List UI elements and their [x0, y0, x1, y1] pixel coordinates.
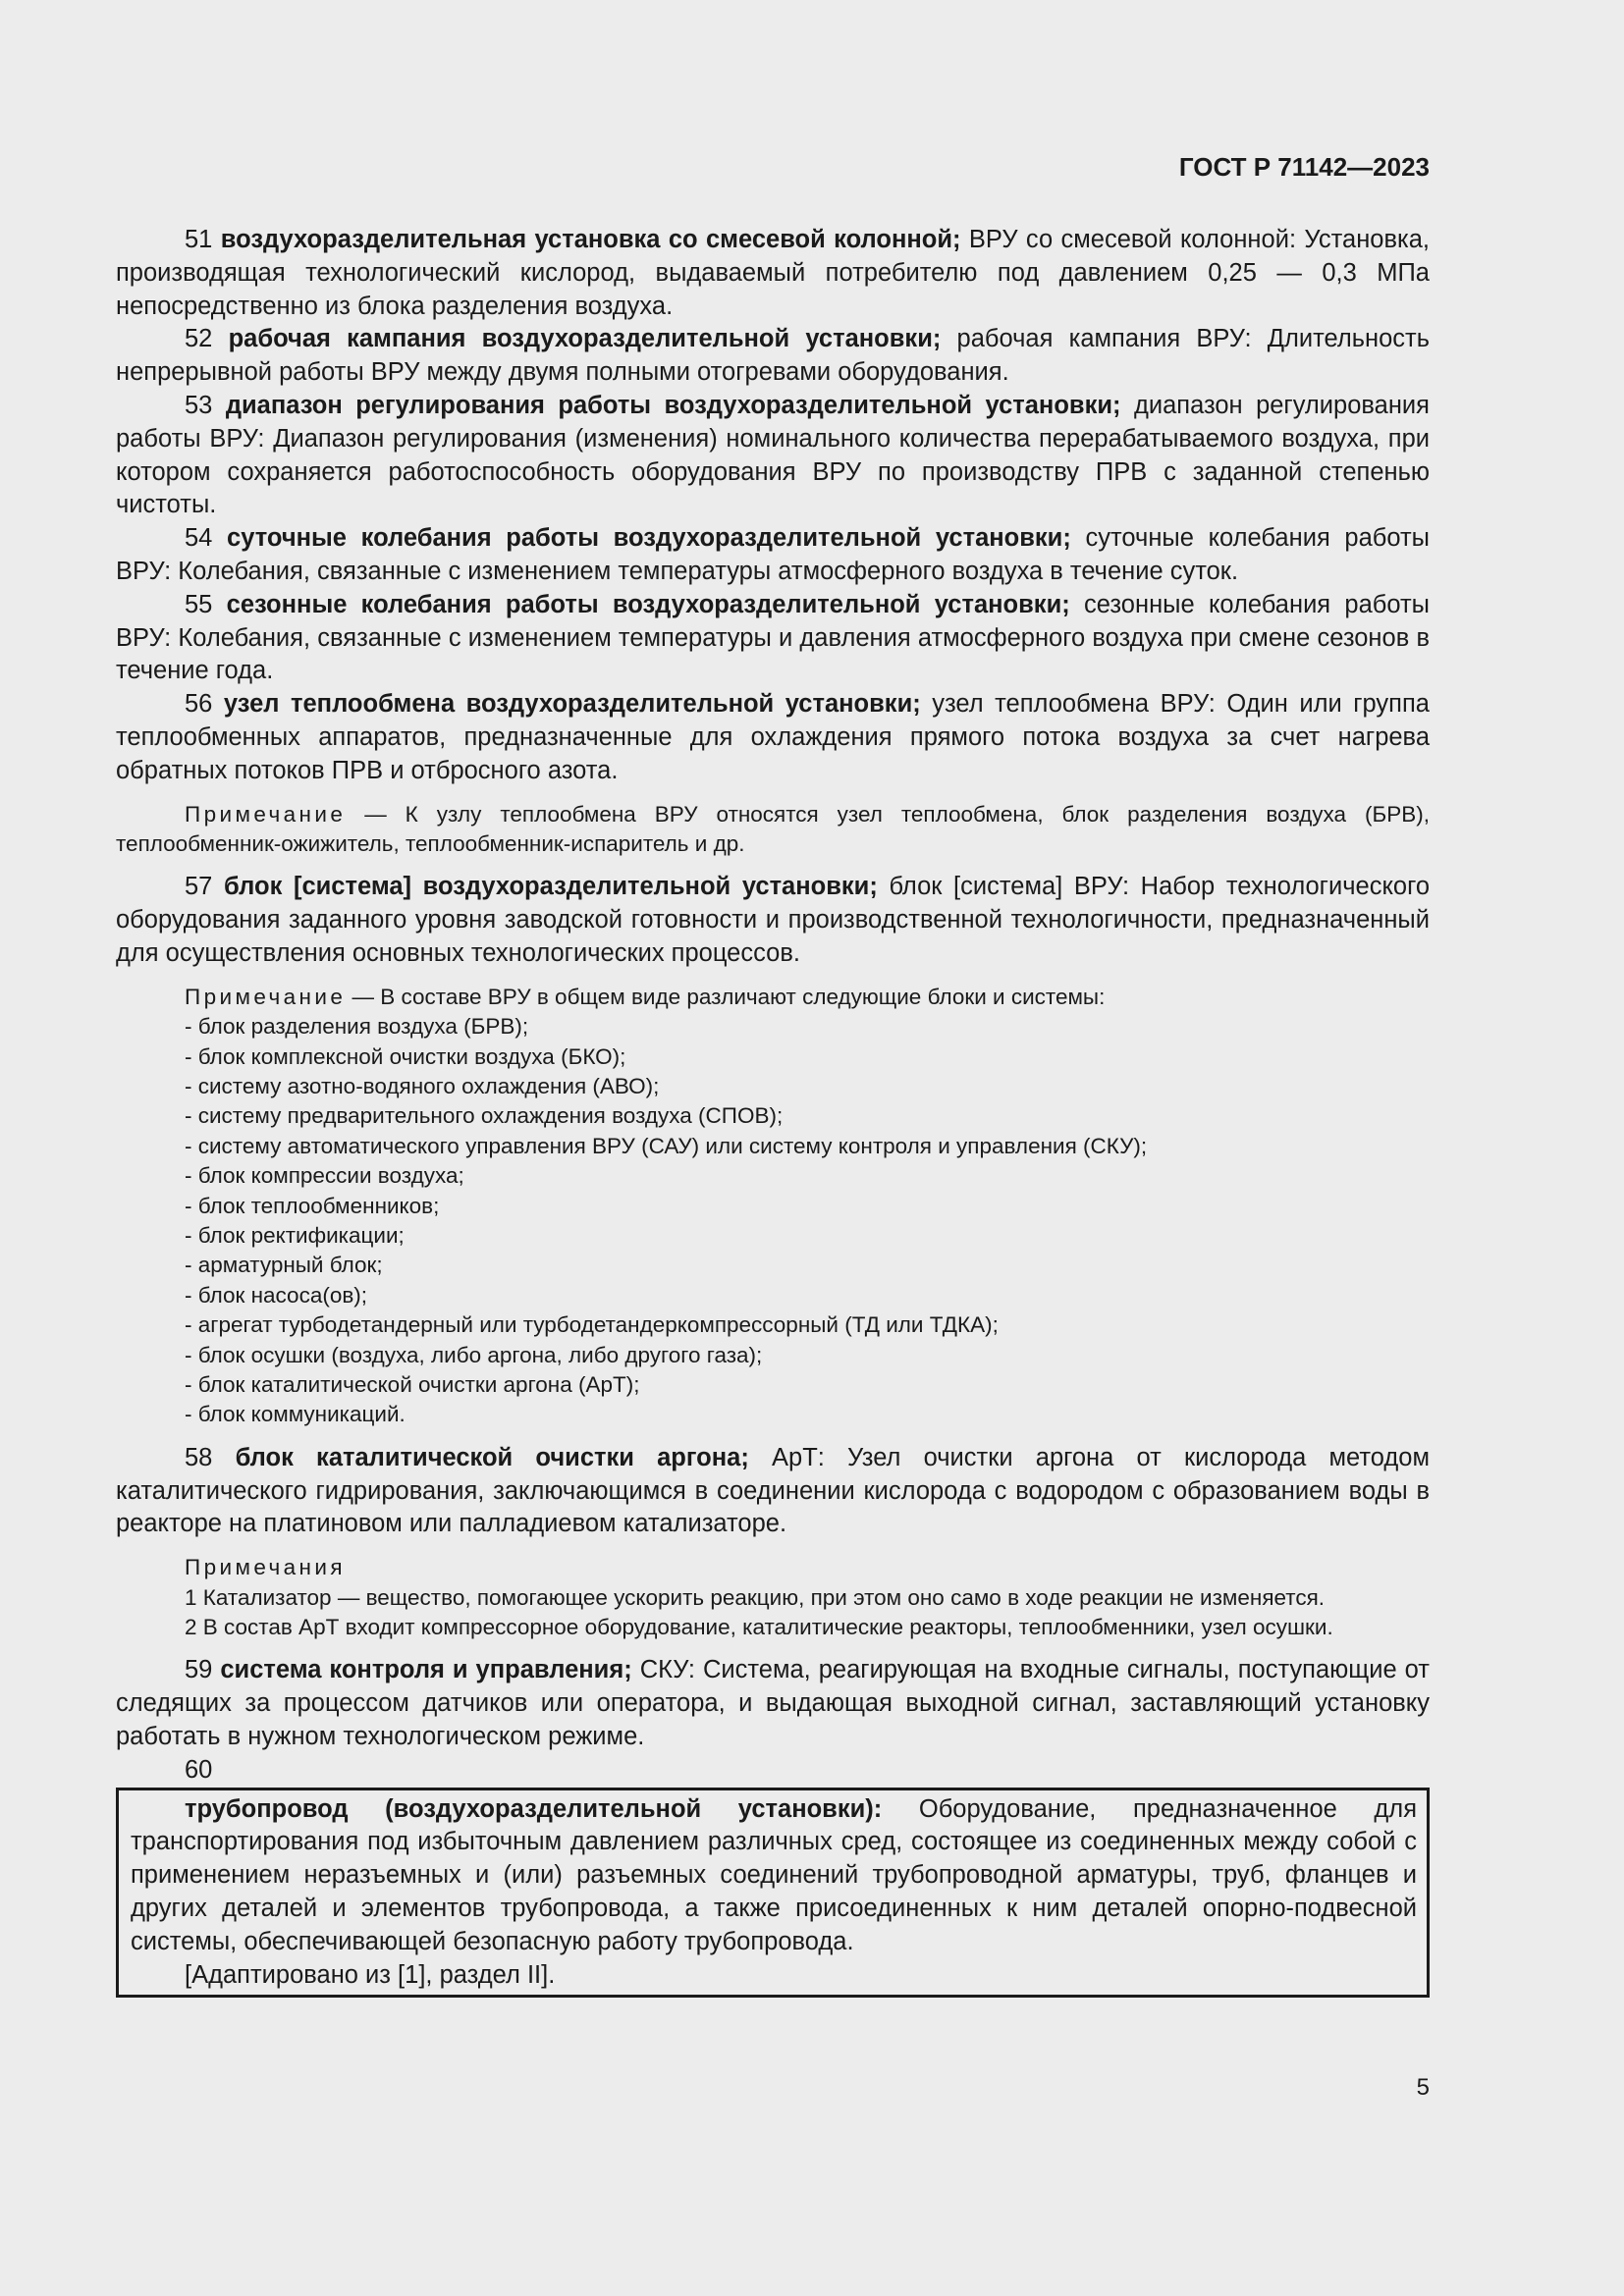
term-source: [Адаптировано из [1], раздел II]. [185, 1960, 556, 1989]
list-item: - блок каталитической очистки аргона (АрТ); [185, 1372, 640, 1398]
term-definition: Оборудование, предназначенное для транспортирования под избыточным давлением различных сред, состоящее из соединенных между собой с применением неразъемных и (или) разъемных соединений трубопроводной арматуры, труб, фланцев и других деталей и элементов трубопровода, а также присоединенных к ним деталей опорно-подвесной системы, обеспечивающей безопасную работу трубопровода. [131, 1794, 1417, 1955]
term-definition: рабочая кампания ВРУ: Длительность непрерывной работы ВРУ между двумя полными отогревами оборудования. [116, 325, 1430, 387]
term-number: 59 [185, 1656, 213, 1684]
list-item: - блок ректификации; [185, 1223, 405, 1248]
term-definition: блок [система] ВРУ: Набор технологического оборудования заданного уровня заводской готовности и производственной технологичности, предназначенный для осуществления основных технологических процессов. [116, 873, 1430, 967]
term-54 [116, 522, 1430, 589]
term-name: диапазон регулирования работы воздухоразделительной установки; [225, 391, 1121, 419]
term-name: воздухоразделительная установка со смесевой колонной; [220, 226, 961, 253]
term-definition: АрТ: Узел очистки аргона от кислорода методом каталитического гидрирования, заключающимся в соединении кислорода с водородом с образованием воды в реакторе на платиновом или палладиевом катализаторе. [116, 1443, 1431, 1538]
term-55 [116, 589, 1430, 688]
term-definition: узел теплообмена ВРУ: Один или группа теплообменных аппаратов, предназначенные для охлаждения прямого потока воздуха за счет нагрева обратных потоков ПРВ и отбросного азота. [116, 690, 1430, 784]
note-heading: Примечание [185, 984, 347, 1009]
term-definition: ВРУ со смесевой колонной: Установка, производящая технологический кислород, выдаваемый потребителю под давлением 0,25 — 0,3 МПа непосредственно из блока разделения воздуха. [116, 226, 1430, 320]
note-text: — К узлу теплообмена ВРУ относятся узел теплообмена, блок разделения воздуха (БРВ), теплообменник-ожижитель, теплообменник-испаритель и др. [116, 801, 1430, 856]
term-name: узел теплообмена воздухоразделительной установки; [223, 690, 921, 719]
list-item: - блок компрессии воздуха; [185, 1163, 464, 1189]
list-item: - систему предварительного охлаждения воздуха (СПОВ); [185, 1103, 784, 1129]
term-53 [116, 390, 1430, 522]
term-60-box [116, 1788, 1430, 1999]
term-definition: суточные колебания работы ВРУ: Колебания, связанные с изменением температуры атмосферного воздуха в течение суток. [116, 524, 1431, 585]
term-number: 56 [185, 690, 213, 719]
term-name: система контроля и управления; [220, 1656, 632, 1684]
term-58 [116, 1442, 1430, 1541]
term-name: суточные колебания работы воздухоразделительной установки; [227, 524, 1071, 553]
list-item: - блок насоса(ов); [185, 1282, 368, 1308]
term-definition: СКУ: Система, реагирующая на входные сигналы, поступающие от следящих за процессом датчиков или оператора, и выдающая выходной сигнал, заставляющий установку работать в нужном технологическом режиме. [116, 1656, 1430, 1751]
term-number: 53 [185, 391, 213, 419]
list-item: - агрегат турбодетандерный или турбодетандеркомпрессорный (ТД или ТДКА); [185, 1312, 999, 1338]
term-name: сезонные колебания работы воздухоразделительной установки; [226, 590, 1070, 618]
list-item: - блок осушки (воздуха, либо аргона, либо другого газа); [185, 1342, 763, 1367]
note-56 [116, 800, 1430, 860]
list-item: - арматурный блок; [185, 1253, 383, 1278]
note-heading: Примечания [185, 1555, 346, 1580]
term-number: 57 [185, 873, 213, 901]
list-item: 1 Катализатор — вещество, помогающее ускорить реакцию, при этом оно само в ходе реакции не изменяется. [185, 1584, 1326, 1610]
term-definition: сезонные колебания работы ВРУ: Колебания, связанные с изменением температуры и давления атмосферного воздуха при смене сезонов в течение года. [116, 590, 1430, 685]
list-item: - систему азотно-водяного охлаждения (АВО); [185, 1073, 660, 1098]
note-intro: — В составе ВРУ в общем виде различают следующие блоки и системы: [346, 984, 1106, 1009]
list-item: - блок разделения воздуха (БРВ); [185, 1014, 529, 1040]
term-number: 58 [185, 1443, 213, 1471]
term-definition: диапазон регулирования работы ВРУ: Диапазон регулирования (изменения) номинального количества перерабатываемого воздуха, при котором сохраняется работоспособность оборудования ВРУ по производству ПРВ с заданной степенью чистоты. [116, 391, 1430, 519]
term-name: трубопровод (воздухоразделительной установки): [185, 1794, 883, 1823]
term-name: рабочая кампания воздухоразделительной установки; [228, 325, 942, 353]
document-header: ГОСТ Р 71142—2023 [1178, 152, 1430, 182]
term-number: 55 [185, 590, 213, 618]
term-56 [116, 688, 1430, 787]
term-60-number: 60 [185, 1755, 213, 1784]
note-57 [116, 983, 1430, 1430]
term-51 [116, 224, 1430, 323]
term-52 [116, 323, 1430, 390]
note-heading: Примечание [185, 801, 347, 827]
page-number: 5 [1416, 2074, 1430, 2101]
list-item: - блок коммуникаций. [185, 1402, 406, 1427]
list-item: - блок комплексной очистки воздуха (БКО); [185, 1043, 626, 1069]
note-58 [116, 1553, 1430, 1642]
term-number: 52 [185, 325, 213, 353]
list-item: - блок теплообменников; [185, 1193, 440, 1218]
term-name: блок [система] воздухоразделительной установки; [224, 873, 878, 901]
term-number: 51 [185, 226, 213, 253]
term-57 [116, 871, 1430, 970]
term-59 [116, 1654, 1430, 1753]
page-content [116, 224, 1430, 1998]
list-item: 2 В состав АрТ входит компрессорное оборудование, каталитические реакторы, теплообменники, узел осушки. [185, 1615, 1333, 1640]
term-name: блок каталитической очистки аргона; [235, 1443, 749, 1471]
term-number: 54 [185, 524, 213, 553]
list-item: - систему автоматического управления ВРУ (САУ) или систему контроля и управления (СКУ); [185, 1133, 1148, 1158]
